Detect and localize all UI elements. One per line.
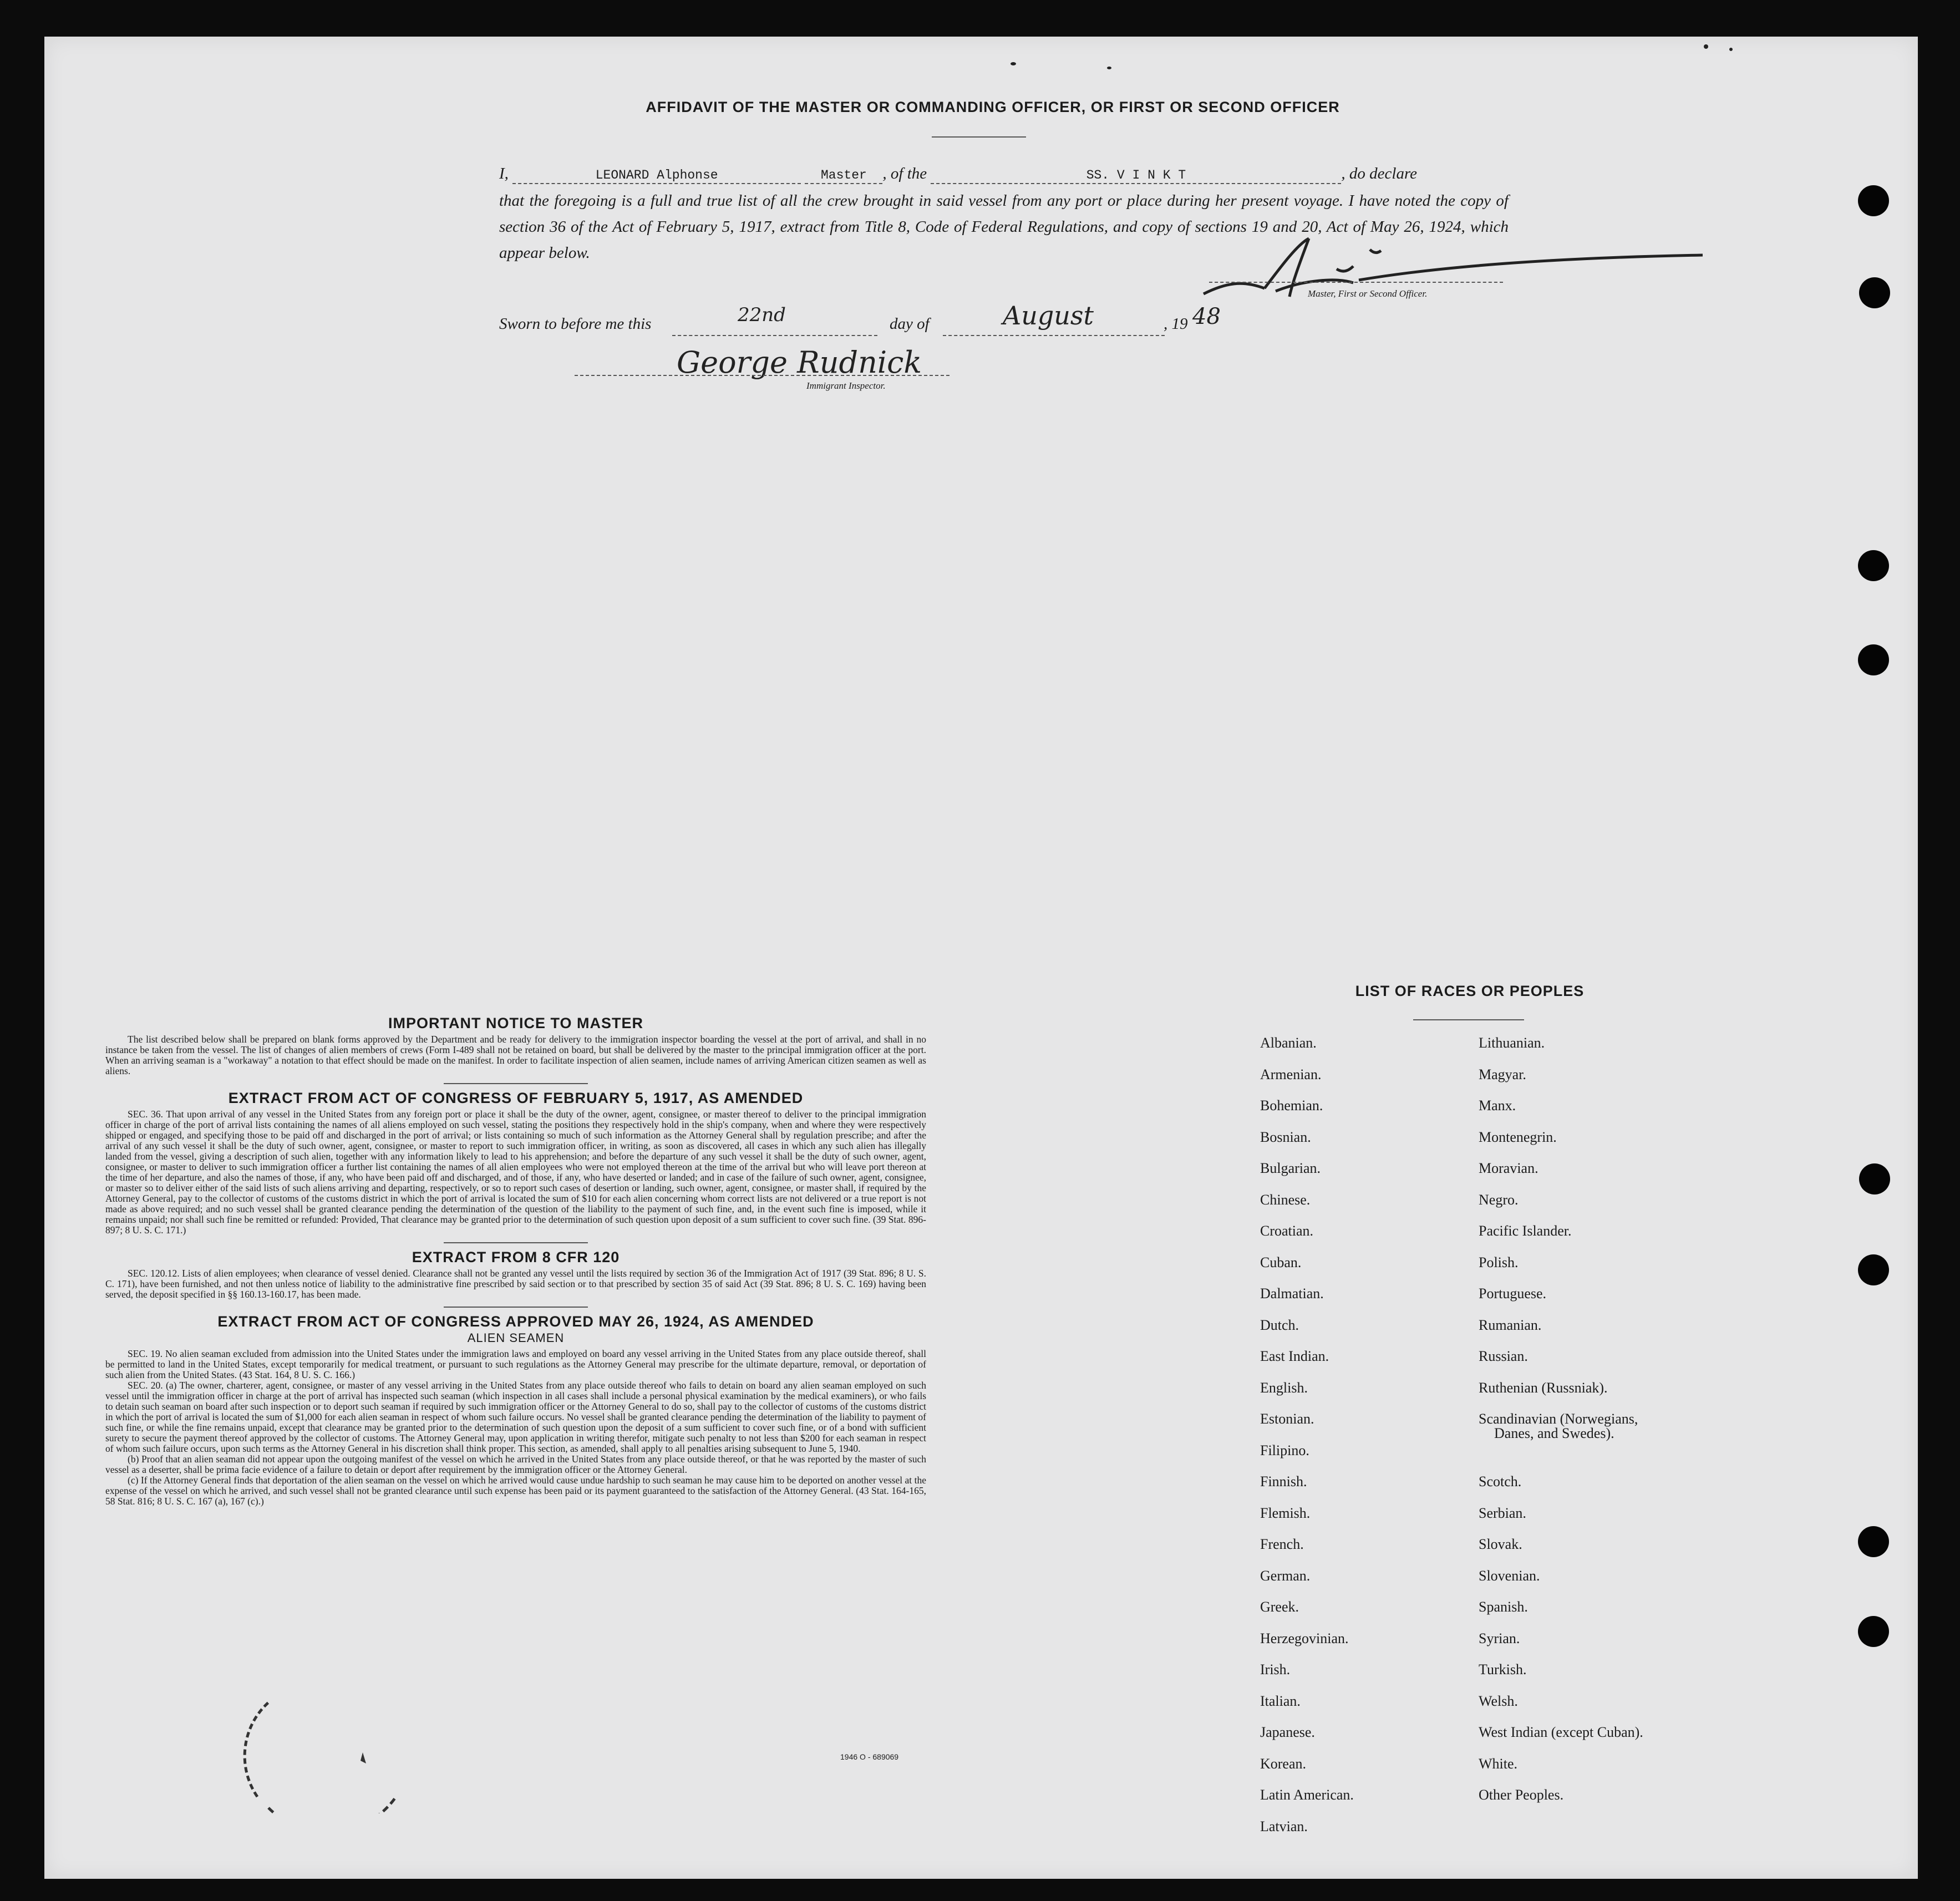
race-item: Finnish. [1260, 1473, 1307, 1490]
scan-speck [1107, 67, 1111, 69]
race-item: Danes, and Swedes). [1494, 1425, 1614, 1441]
scan-speck [1704, 44, 1708, 49]
race-item: Flemish. [1260, 1504, 1311, 1521]
race-item: Spanish. [1479, 1599, 1528, 1615]
race-item: German. [1260, 1567, 1311, 1584]
race-item: Pacific Islander. [1479, 1223, 1572, 1239]
race-item: Slovenian. [1479, 1567, 1540, 1584]
race-item: Albanian. [1260, 1035, 1317, 1051]
race-item: Turkish. [1479, 1661, 1527, 1678]
extract-1917-text: SEC. 36. That upon arrival of any vessel in the United States from any foreign port or place it shall be the duty of the owner, agent, consignee, or master thereof to deliver to the principal immigration officer in charge of the port of arrival lists containing the names of all aliens employed on such vessel, stating the positions they respectively hold in the ship's company, when and where they were respectively shipped or engaged, and specifying those to be paid off and discharged in the port of arrival; or lists containing so much of such information as the Attorney General shall by regulation prescribe; and after the arrival of any such vessel it shall be the duty of such owner, agent, consignee, or master to report to such immigration officer, in writing, as soon as discovered, all cases in which any such alien has illegally landed from the vessel, giving a description of such alien, together with any information likely to lead to his apprehension; and before the departure of any such vessel it shall be the duty of such owner, agent, consignee, or master to deliver to such immigration officer a further list containing the names of all alien employees who were not employed thereon at the time of the arrival but who will leave port thereon at the time of her departure, and also the names of those, if any, who have been paid off and discharged, and of those, if any, who have deserted or landed; and in case of the failure of such owner, agent, consignee, or master so to deliver either of the said lists of such aliens arriving and departing, respectively, or so to report such cases of desertion or landing, such owner, agent, consignee, or master shall, if required by the Attorney General, pay to the collector of customs of the customs district in which the port of arrival is located the sum of $10 for each alien concerning whom correct lists are not delivered or a true report is not made as above required; and no such vessel shall be granted clearance pending the determination of the question of the liability to the payment of such fine, and, in the event such fine is imposed, while it remains unpaid; nor shall such fine be remitted or refunded: Provided, That clearance may be granted prior to the determination of such question upon deposit of a sum sufficient to cover such fine. (39 Stat. 896-897; 8 U. S. C. 171.) [105, 1109, 926, 1236]
race-item: Negro. [1479, 1191, 1519, 1208]
do-declare-text: , do declare [1341, 165, 1418, 182]
race-item: Manx. [1479, 1097, 1516, 1114]
race-item: English. [1260, 1379, 1308, 1396]
race-item: Scandinavian (Norwegians, [1479, 1411, 1638, 1427]
master-signature [1192, 227, 1708, 311]
race-item: Portuguese. [1479, 1285, 1547, 1302]
section-divider [444, 1083, 588, 1084]
race-item: Ruthenian (Russniak). [1479, 1379, 1608, 1396]
extract-1917-title: EXTRACT FROM ACT OF CONGRESS OF FEBRUARY 5, 1917, AS AMENDED [228, 1090, 804, 1106]
print-code: 1946 O - 689069 [840, 1752, 899, 1761]
of-the-text: , of the [882, 165, 927, 182]
race-item: East Indian. [1260, 1348, 1329, 1364]
race-item: Lithuanian. [1479, 1035, 1545, 1051]
race-item: Estonian. [1260, 1411, 1314, 1427]
binder-hole [1859, 277, 1890, 308]
declaration-body: that the foregoing is a full and true list of all the crew brought in said vessel from any port or place during her present voyage. I have noted the copy of section 36 of the Act of February 5, 1917, extract from Title 8, Code of Federal Regulations, and copy of sections 19 and 20, Act of May 26, 1924, which appear below. [499, 192, 1509, 262]
master-name-field[interactable]: LEONARD Alphonse [512, 167, 801, 184]
race-item: Dutch. [1260, 1317, 1299, 1333]
race-item: Montenegrin. [1479, 1129, 1557, 1145]
form-sheet [44, 37, 1918, 1879]
sworn-month-line [943, 335, 1165, 336]
race-item: Greek. [1260, 1599, 1299, 1615]
race-item: Syrian. [1479, 1630, 1520, 1646]
sworn-line [499, 315, 651, 333]
title-divider [932, 136, 1026, 138]
race-item: Russian. [1479, 1348, 1528, 1364]
race-item: Bohemian. [1260, 1097, 1323, 1114]
extract-1924-sec19: SEC. 19. No alien seaman excluded from admission into the United States under the immigration laws and employed on board any vessel arriving in the United States from any place outside thereof, shall be permitted to land in the United States, except temporarily for medical treatment, or pursuant to such regulations as the Attorney General may prescribe for the ultimate departure, removal, or deportation of such alien from the United States. (43 Stat. 164, 8 U. S. C. 166.) [105, 1348, 926, 1380]
race-item: Polish. [1479, 1254, 1519, 1270]
race-item: Croatian. [1260, 1223, 1314, 1239]
race-item: Serbian. [1479, 1504, 1526, 1521]
inspection-stamp [235, 1686, 407, 1813]
race-item: Scotch. [1479, 1473, 1522, 1490]
inspector-signature-line [575, 375, 949, 376]
race-item: Latvian. [1260, 1818, 1308, 1834]
extract-8cfr-title: EXTRACT FROM 8 CFR 120 [412, 1249, 620, 1265]
race-item: French. [1260, 1536, 1304, 1552]
section-divider [444, 1307, 588, 1308]
inspector-signature: George Rudnick [677, 345, 922, 380]
extract-8cfr-text: SEC. 120.12. Lists of alien employees; when clearance of vessel denied. Clearance shall not be granted any vessel until the lists required by section 36 of the Immigration Act of 1917 (39 Stat. 896; 8 U. S. C. 171), have been furnished, and not then unless notice of liability to the administrative fine prescribed by said section or to that prescribed by section 35 of said Act (39 Stat. 896; 8 U. S. C. 169) having been served, the deposit specified in §§ 160.13-160.17, has been made. [105, 1268, 926, 1300]
race-item: Herzegovinian. [1260, 1630, 1349, 1646]
sworn-prefix: Sworn to before me this [499, 315, 652, 333]
year-prefix-text: , 19 [1164, 315, 1188, 333]
race-item: Cuban. [1260, 1254, 1302, 1270]
binder-hole [1858, 550, 1889, 581]
inspector-caption: Immigrant Inspector. [806, 380, 886, 391]
race-item: Slovak. [1479, 1536, 1522, 1552]
sworn-year-field[interactable]: 48 [1192, 304, 1221, 329]
race-item: Rumanian. [1479, 1317, 1542, 1333]
race-item: Japanese. [1260, 1724, 1315, 1740]
rank-field[interactable]: Master [805, 167, 882, 184]
extract-1924-sec20c: (c) If the Attorney General finds that deportation of the alien seaman on the vessel on which he arrived would cause undue hardship to such seaman he may cause him to be deported on another vessel at the expense of the vessel on which he arrived, and such vessel shall not be granted clearance until such expense has been paid or its payment guaranteed to the satisfaction of the Attorney General. (43 Stat. 164-165, 58 Stat. 816; 8 U. S. C. 167 (a), 167 (c).) [105, 1475, 926, 1507]
binder-hole [1858, 1526, 1889, 1557]
race-item: Other Peoples. [1479, 1787, 1564, 1803]
extract-1924-sec20b: (b) Proof that an alien seaman did not appear upon the outgoing manifest of the vessel on which he arrived in the United States from any place outside thereof, or that he was reported by the master of such vessel as a deserter, shall be prima facie evidence of a failure to detain or deport after requirement by the immigration officer or the Attorney General. [105, 1453, 926, 1475]
extract-1924-sec20a: SEC. 20. (a) The owner, charterer, agent, consignee, or master of any vessel arriving in the United States from any place outside thereof who fails to detain on board any alien seaman employed on such vessel until the immigration officer in charge at the port of arrival has inspected such seaman (which inspection in all cases shall include a personal physical examination by the medical examiners), or who fails to detain such seaman on board after such inspection or to deport such seaman if required by such immigration officer or the Attorney General to do so, shall pay to the collector of customs of the customs district in which the port of arrival is located the sum of $1,000 for each alien seaman in respect of whom such failure occurs. No vessel shall be granted clearance pending the determination of the liability to payment of such fine, or while the fine remains unpaid, except that clearance may be granted prior to the determination of such question upon the deposit of a sum sufficient to cover such fine, or of a bond with sufficient surety to secure the payment thereof approved by the collector of customs. The Attorney General may, upon application in writing therefor, mitigate such penalty to not less than $200 for each seaman in respect of whom such failure occurs, upon such terms as the Attorney General in his discretion shall think proper. This section, as amended, shall apply to all penalties arising subsequent to June 5, 1940. [105, 1380, 926, 1454]
race-item: White. [1479, 1755, 1518, 1772]
sworn-day-line [672, 335, 877, 336]
race-item: Armenian. [1260, 1066, 1322, 1082]
master-caption: Master, First or Second Officer. [1308, 288, 1428, 299]
race-item: Irish. [1260, 1661, 1291, 1678]
sworn-day-field[interactable]: 22nd [738, 304, 786, 326]
race-item: Welsh. [1479, 1692, 1518, 1709]
master-signature-line [1209, 282, 1503, 283]
binder-hole [1859, 1163, 1890, 1195]
day-of-text: day of [890, 315, 930, 333]
binder-hole [1858, 644, 1889, 675]
sworn-month-field[interactable]: August [1003, 301, 1094, 331]
race-item: Latin American. [1260, 1787, 1354, 1803]
race-item: Korean. [1260, 1755, 1307, 1772]
race-item: Bosnian. [1260, 1129, 1311, 1145]
declaration-i: I, [499, 165, 509, 182]
notice-section [105, 1015, 926, 1507]
binder-hole [1858, 1616, 1889, 1647]
race-item: Dalmatian. [1260, 1285, 1324, 1302]
race-item: Magyar. [1479, 1066, 1526, 1082]
race-item: Filipino. [1260, 1442, 1309, 1458]
vessel-field[interactable]: SS. V I N K T [931, 167, 1341, 184]
races-divider [1413, 1019, 1524, 1020]
race-item: Moravian. [1479, 1160, 1538, 1176]
races-title: LIST OF RACES OR PEOPLES [1355, 983, 1585, 999]
section-divider [444, 1242, 588, 1243]
binder-hole [1858, 1254, 1889, 1285]
race-item: Bulgarian. [1260, 1160, 1321, 1176]
binder-hole [1858, 185, 1889, 216]
affidavit-title: AFFIDAVIT OF THE MASTER OR COMMANDING OFFICER, OR FIRST OR SECOND OFFICER [646, 99, 1340, 115]
scan-speck [1011, 62, 1016, 65]
scan-speck [1729, 48, 1733, 51]
notice-title: IMPORTANT NOTICE TO MASTER [388, 1015, 643, 1031]
race-item: Italian. [1260, 1692, 1301, 1709]
notice-text: The list described below shall be prepared on blank forms approved by the Department and be ready for delivery to the immigration inspector boarding the vessel at the port of arrival, and shall in no instance be taken from the vessel. The list of changes of alien members of crews (Form I-489 shall not be retained on board, but shall be delivered by the master to the principal immigration officer at the port. When an arriving seaman is a "workaway" a notation to that effect should be made on the manifest. In order to facilitate inspection of alien seamen, include names of arriving American citizen seamen as well as aliens. [105, 1034, 926, 1076]
race-item: West Indian (except Cuban). [1479, 1724, 1643, 1740]
extract-1924-title: EXTRACT FROM ACT OF CONGRESS APPROVED MAY 26, 1924, AS AMENDED [217, 1313, 814, 1330]
extract-1924-subtitle: ALIEN SEAMEN [467, 1331, 565, 1345]
race-item: Chinese. [1260, 1191, 1311, 1208]
